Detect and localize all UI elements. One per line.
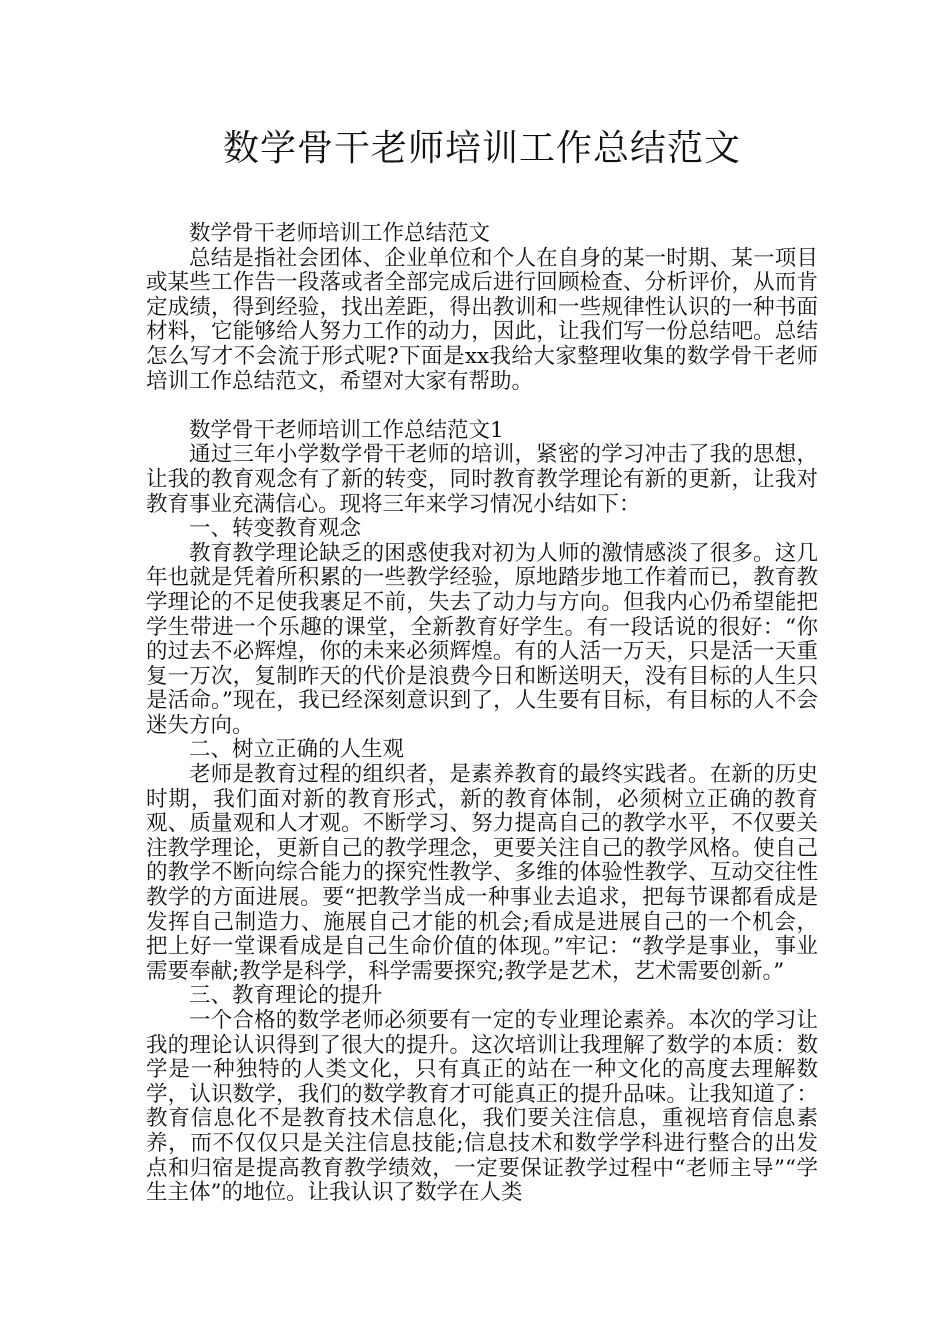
section-heading-1: 数学骨干老师培训工作总结范文1: [189, 417, 504, 443]
subheading-transform-concept: 一、转变教育观念: [189, 516, 362, 542]
intro-paragraph: 总结是指社会团体、企业单位和个人在自身的某一时期、某一项目或某些工作告一段落或者全部完成后进行回顾检查、分析评价，从而肯定成绩，得到经验，找出差距，得出教训和一些规律性认识的一种书面材料，它能够给人努力工作的动力，因此，让我们写一份总结吧。总结怎么写才不会流于形式呢?下面是xx我给大家整理收集的数学骨干老师培训工作总结范文，希望对大家有帮助。: [146, 245, 818, 394]
document-page: [146, 120, 818, 1206]
document-title: 数学骨干老师培训工作总结范文: [222, 128, 741, 169]
body-paragraph: 老师是教育过程的组织者，是素养教育的最终实践者。在新的历史时期，我们面对新的教育形式，新的教育体制，必须树立正确的教育观、质量观和人才观。不断学习、努力提高自己的教学水平，不仅要关注教学理论，更新自己的教学理念，更要关注自己的教学风格。使自己的教学不断向综合能力的探究性教学、多维的体验性教学、互动交往性教学的方面进展。要“把教学当成一种事业去追求，把每节课都看成是发挥自己制造力、施展自己才能的机会;看成是进展自己的一个机会，把上好一堂课看成是自己生命价值的体现。”牢记：“教学是事业，事业需要奉献;教学是科学，科学需要探究;教学是艺术，艺术需要创新。”: [146, 762, 818, 984]
paragraph-spacer: [146, 394, 818, 419]
body-paragraph: 一个合格的数学老师必须要有一定的专业理论素养。本次的学习让我的理论认识得到了很大的提升。这次培训让我理解了数学的本质：数学是一种独特的人类文化，只有真正的站在一种文化的高度去理解数学，认识数学，我们的数学教育才可能真正的提升品味。让我知道了：教育信息化不是教育技术信息化，我们要关注信息，重视培育信息素养，而不仅仅只是关注信息技能;信息技术和数学学科进行整合的出发点和归宿是提高教育教学绩效，一定要保证教学过程中“老师主导”“学生主体”的地位。让我认识了数学在人类: [146, 1008, 818, 1206]
subheading-theory-improvement: 三、教育理论的提升: [189, 983, 383, 1009]
body-paragraph: 通过三年小学数学骨干老师的培训，紧密的学习冲击了我的思想，让我的教育观念有了新的转变，同时教育教学理论有新的更新，让我对教育事业充满信心。现将三年来学习情况小结如下：: [146, 442, 818, 517]
subtitle-paragraph: 数学骨干老师培训工作总结范文: [189, 221, 491, 246]
subheading-life-view: 二、树立正确的人生观: [189, 737, 405, 763]
body-paragraph: 教育教学理论缺乏的困惑使我对初为人师的激情感淡了很多。这几年也就是凭着所积累的一些教学经验，原地踏步地工作着而已，教育教学理论的不足使我裹足不前，失去了动力与方向。但我内心仍希望能把学生带进一个乐趣的课堂，全新教育好学生。有一段话说的很好：“你的过去不必辉煌，你的未来必须辉煌。有的人活一万天，只是活一天重复一万次，复制昨天的代价是浪费今日和断送明天，没有目标的人生只是活命。”现在，我已经深刻意识到了，人生要有目标，有目标的人不会迷失方向。: [146, 540, 818, 738]
document-body: [146, 222, 818, 1206]
